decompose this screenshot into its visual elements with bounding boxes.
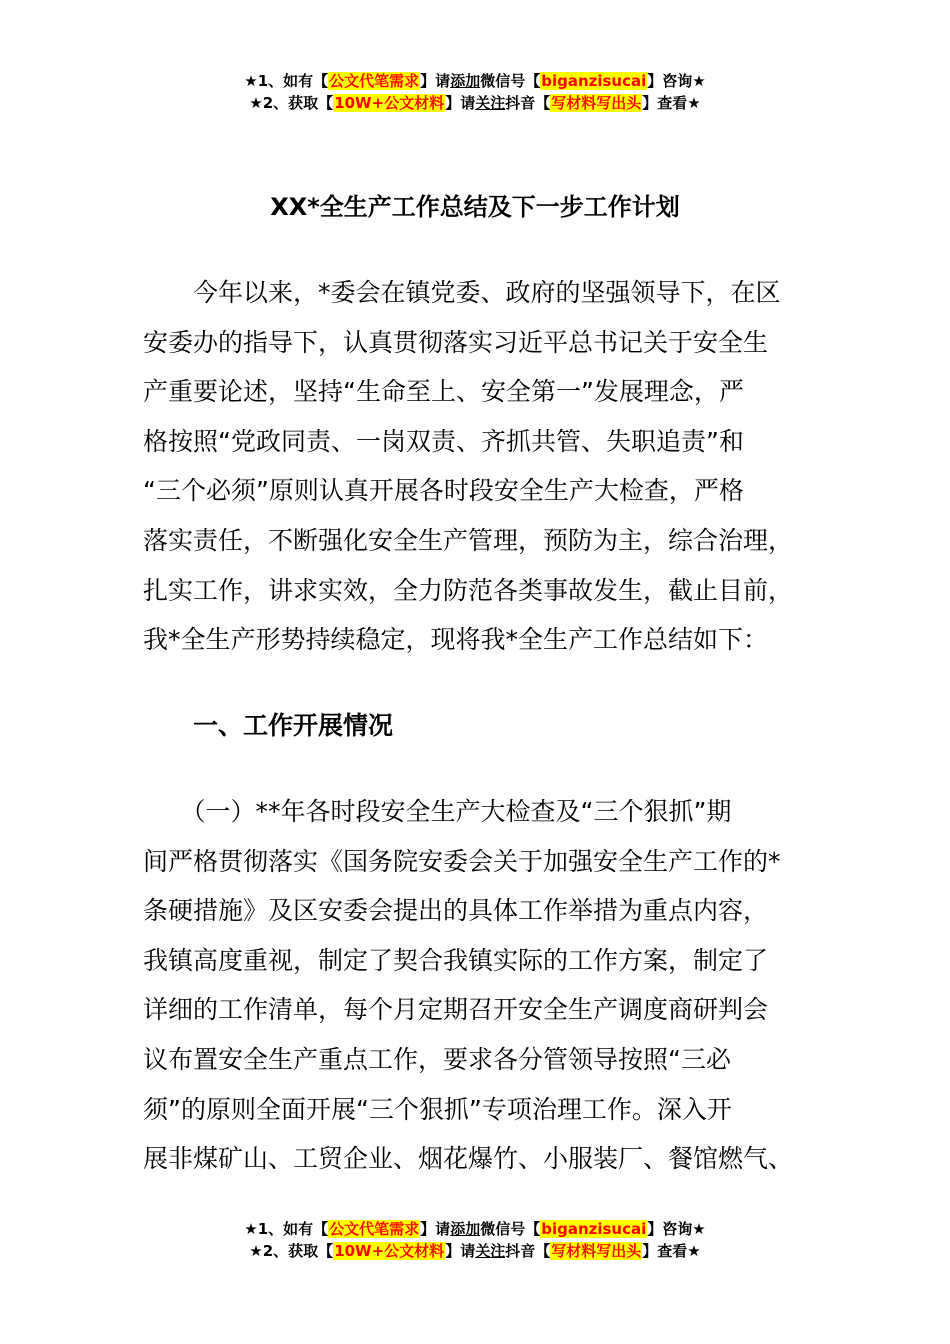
header-promo-banner [0,70,950,114]
promo-text: 微信号【 [480,72,541,90]
promo-text: 】请 [445,1242,476,1260]
promo-underlined-text: 关注 [475,94,506,112]
paragraph-line: 条硬措施》及区安委会提出的具体工作举措为重点内容， [143,896,769,926]
paragraph-line: 扎实工作，讲求实效，全力防范各类事故发生，截止目前， [143,575,794,605]
paragraph-line: 须”的原则全面开展“三个狠抓”专项治理工作。深入开 [143,1094,732,1124]
promo-line-2 [0,1240,950,1262]
promo-text: 】咨询★ [647,1220,706,1238]
paragraph-line: 间严格贯彻落实《国务院安委会关于加强安全生产工作的* [143,846,781,876]
paragraph-line: “三个必须”原则认真开展各时段安全生产大检查，严格 [143,476,744,506]
promo-text: 】请 [445,94,476,112]
promo-underlined-text: 关注 [475,1242,506,1260]
paragraph-line: 详细的工作清单，每个月定期召开安全生产调度商研判会 [143,995,769,1025]
promo-text: 微信号【 [480,1220,541,1238]
promo-text: 抖音【 [505,94,551,112]
promo-highlight-service: 公文代笔需求 [329,72,420,90]
paragraph-line: 议布置安全生产重点工作，要求各分管领导按照“三必 [143,1044,731,1074]
promo-line-1 [0,70,950,92]
paragraph-line: 落实责任，不断强化安全生产管理，预防为主，综合治理， [143,525,794,555]
promo-text: ★2、获取【 [249,94,334,112]
promo-text: 】请 [420,72,451,90]
promo-text: ★1、如有【 [244,72,329,90]
promo-text: 】查看★ [642,94,701,112]
promo-text: 抖音【 [505,1242,551,1260]
paragraph-line: 格按照“党政同责、一岗双责、齐抓共管、失职追责”和 [143,426,744,456]
promo-underlined-text: 添加 [450,1220,481,1238]
promo-text: ★1、如有【 [244,1220,329,1238]
paragraph-line: 我镇高度重视，制定了契合我镇实际的工作方案，制定了 [143,945,769,975]
promo-highlight-account: 写材料写出头 [551,94,642,112]
promo-text: 】请 [420,1220,451,1238]
paragraph-line: 产重要论述，坚持“生命至上、安全第一”发展理念，严 [143,377,744,407]
promo-text: 】查看★ [642,1242,701,1260]
promo-highlight-materials: 10W+公文材料 [334,1242,445,1260]
promo-text: 】咨询★ [647,72,706,90]
promo-underlined-text: 添加 [450,72,481,90]
promo-line-1 [0,1218,950,1240]
paragraph-line: 安委办的指导下，认真贯彻落实习近平总书记关于安全生 [143,327,769,357]
promo-highlight-account: 写材料写出头 [551,1242,642,1260]
paragraph-line: 展非煤矿山、工贸企业、烟花爆竹、小服装厂、餐馆燃气、 [143,1144,794,1174]
promo-highlight-wechat-id: biganzisucai [541,1220,647,1238]
paragraph-line: 今年以来，*委会在镇党委、政府的坚强领导下，在区 [143,278,781,307]
promo-highlight-materials: 10W+公文材料 [334,94,445,112]
promo-highlight-wechat-id: biganzisucai [541,72,647,90]
promo-highlight-service: 公文代笔需求 [329,1220,420,1238]
promo-line-2 [0,92,950,114]
intro-paragraph [143,268,807,665]
paragraph-line: 我*全生产形势持续稳定，现将我*全生产工作总结如下： [143,625,769,655]
section-heading: 一、工作开展情况 [193,711,394,740]
document-title: XX*全生产工作总结及下一步工作计划 [270,193,680,221]
footer-promo-banner [0,1218,950,1262]
promo-text: ★2、获取【 [249,1242,334,1260]
section-paragraph [143,787,807,1184]
paragraph-line: （一）**年各时段安全生产大检查及“三个狠抓”期 [143,797,732,826]
